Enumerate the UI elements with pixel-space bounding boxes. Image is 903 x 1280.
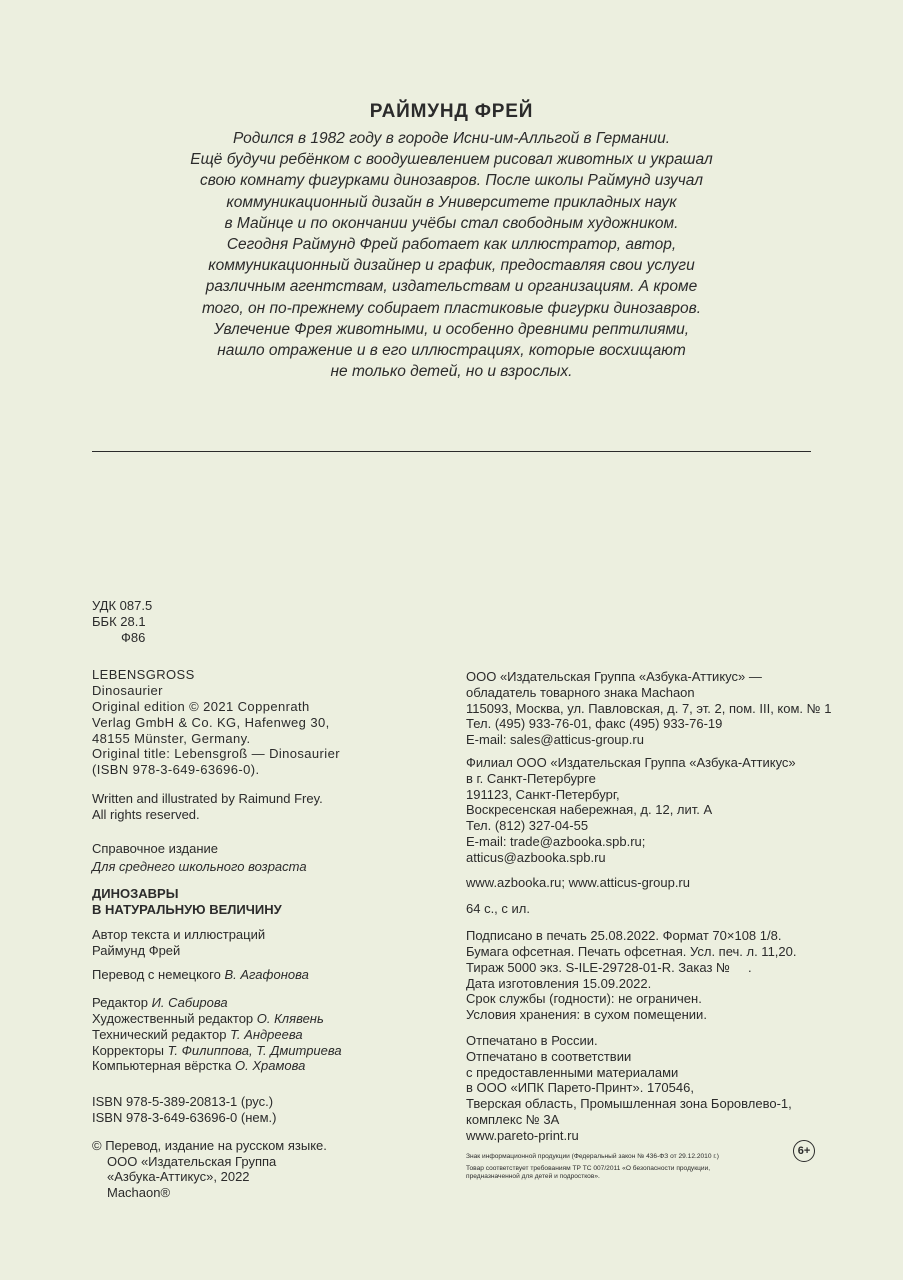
publisher-line: 115093, Москва, ул. Павловская, д. 7, эт. 2, пом. III, ком. № 1 [466, 700, 832, 716]
credit-role: Редактор [92, 995, 148, 1011]
credit-line [92, 1011, 422, 1027]
author-role: Автор текста и иллюстраций [92, 926, 266, 942]
credit-role: Художественный редактор [92, 1010, 254, 1026]
branch-line: в г. Санкт-Петербурге [466, 770, 596, 786]
original-line: (ISBN 978-3-649-63696-0). [92, 762, 260, 778]
page-count: 64 с., с ил. [466, 901, 530, 917]
age-rating-badge: 6+ [793, 1140, 815, 1162]
original-line: Dinosaurier [92, 683, 163, 699]
book-title-line: В НАТУРАЛЬНУЮ ВЕЛИЧИНУ [92, 901, 282, 917]
imprint-left-column [92, 598, 422, 1201]
printing-line: Отпечатано в соответствии [466, 1048, 632, 1064]
author-biography [150, 128, 753, 382]
udk-code: УДК 087.5 [92, 598, 153, 613]
publisher-email: E-mail: sales@atticus-group.ru [466, 732, 644, 748]
author-name: Раймунд Фрей [92, 942, 181, 958]
branch-line: 191123, Санкт-Петербург, [466, 786, 620, 802]
publisher-line: обладатель товарного знака Machaon [466, 684, 695, 700]
printing-line: комплекс № 3А [466, 1111, 560, 1127]
original-line: 48155 Münster, Germany. [92, 730, 251, 746]
branch-email: E-mail: trade@azbooka.spb.ru; [466, 833, 646, 849]
bbk-code: ББК 28.1 [92, 613, 146, 629]
publisher-line: ООО «Издательская Группа «Азбука-Аттикус» — [466, 669, 762, 684]
credit-line [92, 1027, 422, 1043]
bio-line: в Майнце и по окончании учёбы стал свободным художником. [224, 214, 679, 232]
rights-line: Written and illustrated by Raimund Frey. [92, 790, 323, 806]
print-spec-line: Срок службы (годности): не ограничен. [466, 991, 702, 1007]
bio-line: Сегодня Раймунд Фрей работает как иллюстратор, автор, [226, 236, 677, 254]
credit-role: Компьютерная вёрстка [92, 1058, 232, 1074]
compliance-line: Товар соответствует требованиям ТР ТС 007/2011 «О безопасности продукции, [466, 1165, 711, 1173]
credit-line [92, 995, 422, 1011]
original-line: Verlag GmbH & Co. KG, Hafenweg 30, [92, 714, 330, 730]
print-spec-line: Подписано в печать 25.08.2022. Формат 70×108 1/8. [466, 928, 782, 944]
branch-email: atticus@azbooka.spb.ru [466, 849, 606, 865]
copyright-line: © Перевод, издание на русском языке. [92, 1137, 327, 1153]
credit-name: О. Храмова [235, 1058, 306, 1074]
credit-name: О. Клявень [256, 1010, 324, 1026]
printing-line: Тверская область, Промышленная зона Боровлево-1, [466, 1096, 792, 1112]
printing-line: с предоставленными материалами [466, 1064, 679, 1080]
bio-line: Ещё будучи ребёнком с воодушевлением рисовал животных и украшал [190, 151, 713, 169]
original-line: LEBENSGROSS [92, 667, 195, 683]
edition-type: Справочное издание [92, 840, 219, 856]
bio-line: того, он по-прежнему собирает пластиковые фигурки динозавров. [201, 299, 702, 317]
copyright-line: Machaon® [107, 1185, 171, 1201]
print-spec-line: Тираж 5000 экз. S-ILE-29728-01-R. Заказ № . [466, 959, 752, 975]
print-spec-line: Условия хранения: в сухом помещении. [466, 1007, 707, 1023]
print-spec-line: Бумага офсетная. Печать офсетная. Усл. печ. л. 11,20. [466, 943, 797, 959]
credit-name: Т. Андреева [230, 1026, 303, 1042]
bio-line: не только детей, но и взрослых. [330, 363, 573, 381]
imprint-right-column [466, 669, 832, 1144]
isbn-line: ISBN 978-3-649-63696-0 (нем.) [92, 1109, 277, 1125]
bio-line: Родился в 1982 году в городе Исни-им-Алльгой в Германии. [232, 130, 671, 147]
bio-line: свою комнату фигурками динозавров. После школы Раймунд изучал [200, 172, 703, 190]
printing-line: Отпечатано в России. [466, 1032, 598, 1048]
branch-line: Тел. (812) 327-04-55 [466, 818, 589, 834]
info-sign-text: Знак информационной продукции (Федеральный закон № 436-ФЗ от 29.12.2010 г.) [466, 1153, 719, 1160]
bio-line: коммуникационный дизайнер и график, предоставляя свои услуги [208, 257, 695, 275]
author-mark: Ф86 [121, 629, 146, 645]
copyright-line: ООО «Издательская Группа [107, 1153, 277, 1169]
branch-line: Воскресенская набережная, д. 12, лит. А [466, 802, 713, 818]
bio-line: Увлечение Фрея животными, и особенно древними рептилиями, [213, 320, 690, 338]
credit-name: И. Сабирова [151, 995, 228, 1011]
printing-line: в ООО «ИПК Парето-Принт». 170546, [466, 1080, 694, 1096]
credit-role: Технический редактор [92, 1026, 227, 1042]
publisher-websites: www.azbooka.ru; www.atticus-group.ru [466, 874, 690, 890]
author-heading: РАЙМУНД ФРЕЙ [369, 101, 534, 122]
original-line: Original title: Lebensgroß — Dinosaurier [92, 746, 340, 762]
credit-line [92, 1058, 422, 1074]
section-divider [92, 451, 811, 452]
print-spec-line: Дата изготовления 15.09.2022. [466, 975, 652, 991]
translation-label: Перевод с немецкого [92, 967, 221, 983]
publisher-line: Тел. (495) 933-76-01, факс (495) 933-76-19 [466, 716, 723, 732]
compliance-line: предназначенной для детей и подростков». [466, 1173, 600, 1181]
branch-line: Филиал ООО «Издательская Группа «Азбука-Аттикус» [466, 754, 796, 770]
bio-line: различным агентствам, издательствам и организациям. А кроме [205, 278, 698, 296]
printer-website: www.pareto-print.ru [466, 1127, 579, 1143]
bio-line: коммуникационный дизайн в Университете прикладных наук [226, 193, 677, 211]
bio-line: нашло отражение и в его иллюстрациях, которые восхищают [217, 342, 686, 360]
credit-name: Т. Филиппова, Т. Дмитриева [167, 1042, 342, 1058]
original-line: Original edition © 2021 Coppenrath [92, 698, 310, 714]
edition-audience: Для среднего школьного возраста [92, 859, 307, 875]
translator-name: В. Агафонова [224, 967, 309, 983]
credit-role: Корректоры [92, 1042, 164, 1058]
book-title-line: ДИНОЗАВРЫ [92, 886, 179, 902]
translation-credit [92, 967, 422, 983]
credit-line [92, 1043, 422, 1059]
isbn-line: ISBN 978-5-389-20813-1 (рус.) [92, 1094, 274, 1110]
copyright-line: «Азбука-Аттикус», 2022 [107, 1169, 250, 1185]
legal-notice [466, 1153, 796, 1182]
rights-line: All rights reserved. [92, 806, 200, 822]
